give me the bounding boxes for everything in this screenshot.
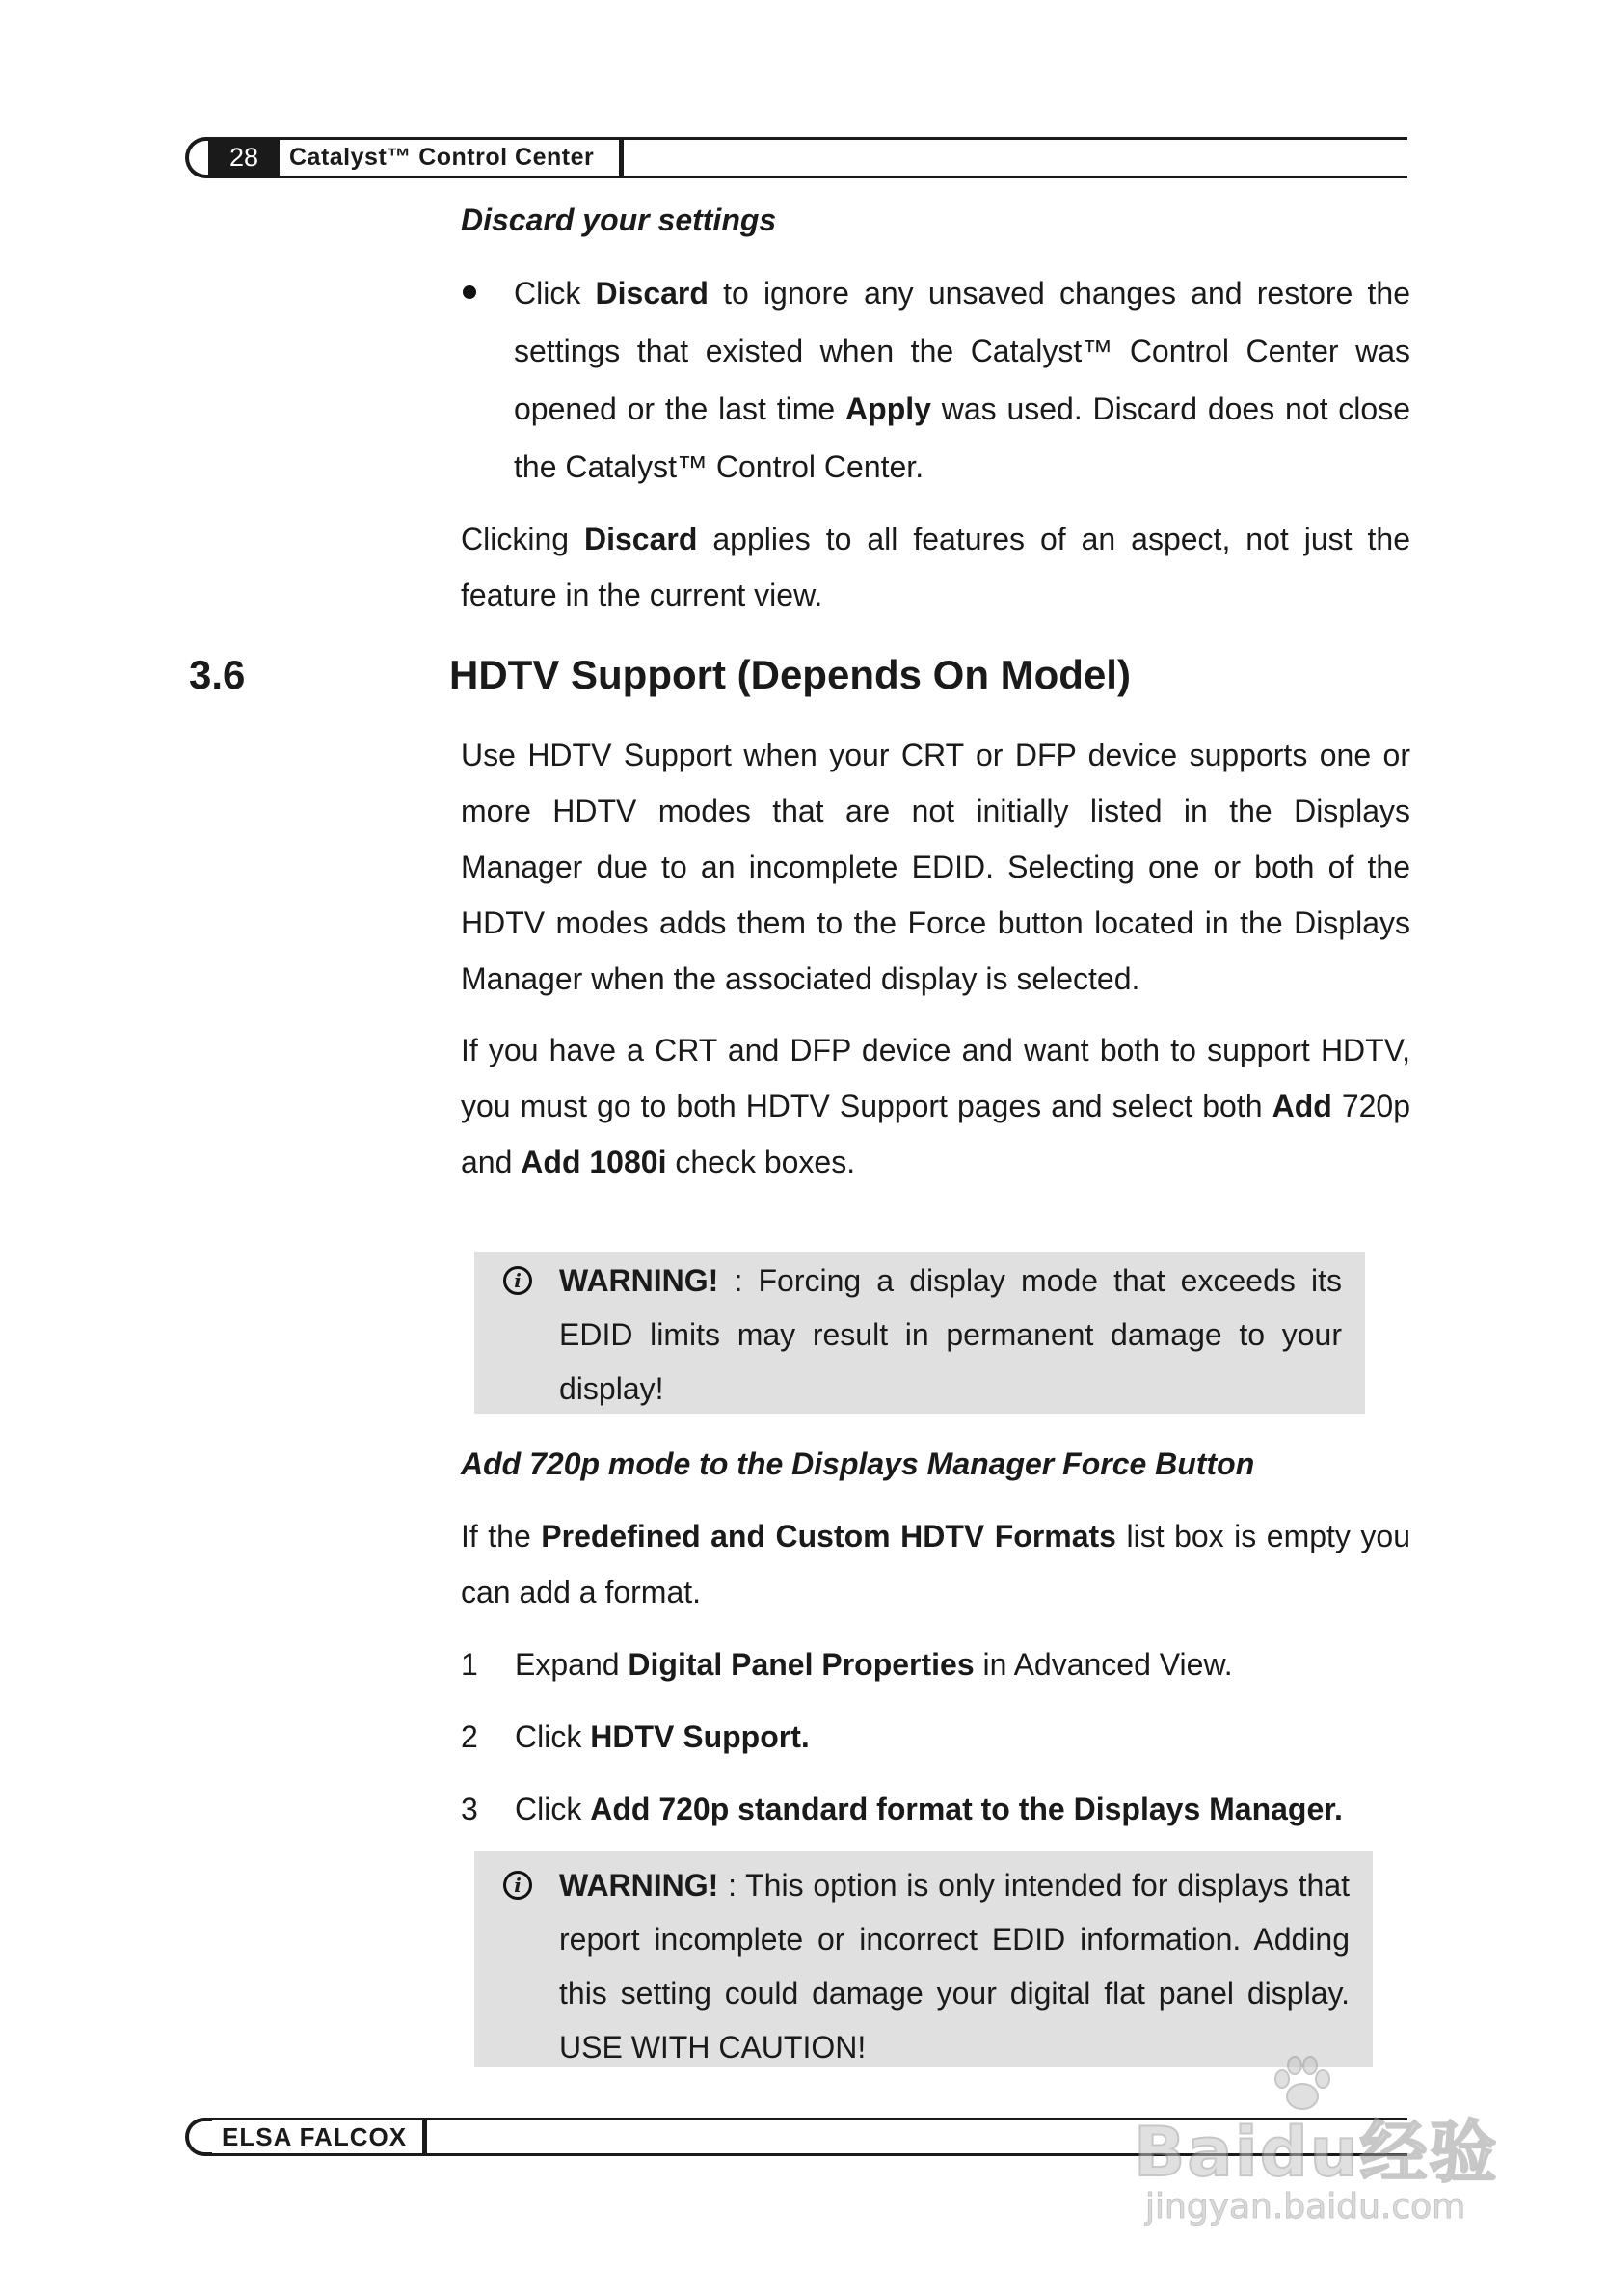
warning-1-body: : Forcing a display mode that exceeds its EDID limits may result in permanent damage to your display! xyxy=(559,1263,1342,1406)
discard-note xyxy=(461,511,1410,623)
page-header xyxy=(185,137,1407,179)
warning-2-label: WARNING! xyxy=(559,1868,719,1903)
text-run: check boxes. xyxy=(666,1145,856,1179)
discard-subheading: Discard your settings xyxy=(461,203,777,237)
bold-term: Digital Panel Properties xyxy=(628,1647,975,1682)
text-run: Expand xyxy=(515,1647,629,1682)
text-run: Click xyxy=(514,276,596,311)
info-icon: i xyxy=(503,1871,532,1900)
text-run: 720p and xyxy=(461,1089,1411,1179)
warning-box-1 xyxy=(474,1252,1365,1414)
header-separator xyxy=(619,137,624,178)
header-rule-bottom xyxy=(206,176,1407,178)
page-number: 28 xyxy=(208,140,280,176)
text-run: If the xyxy=(461,1519,542,1553)
footer-separator xyxy=(422,2118,427,2156)
bold-term: Add 720p standard format to the Displays Manager. xyxy=(590,1792,1343,1826)
text-run: to ignore any unsaved changes and restore the settings that existed when the Catalyst™ Control Center was opened or the last time xyxy=(514,276,1411,426)
bold-term: Add xyxy=(1272,1089,1332,1123)
step-number: 3 xyxy=(461,1792,478,1826)
footer-brand: ELSA FALCOX xyxy=(222,2122,408,2151)
baidu-watermark xyxy=(1134,2052,1558,2245)
watermark-url: jingyan.baidu.com xyxy=(1145,2187,1466,2227)
text-run: list box is empty you can add a format. xyxy=(461,1519,1411,1609)
warning-1-label: WARNING! xyxy=(559,1263,719,1298)
bold-term: Apply xyxy=(845,392,931,426)
header-title: Catalyst™ Control Center xyxy=(289,144,595,171)
bold-term: Predefined and Custom HDTV Formats xyxy=(541,1519,1116,1553)
section-title: HDTV Support (Depends On Model) xyxy=(449,652,1131,697)
warning-2-body: : This option is only intended for displays that report incomplete or incorrect EDID information. Adding this setting could damage your digital flat panel display. USE WITH CAUTION! xyxy=(559,1868,1350,2065)
text-run: Click xyxy=(515,1719,591,1754)
watermark-main: Baidu经验 xyxy=(1134,2113,1499,2192)
warning-2-text xyxy=(559,1858,1350,2074)
step-number: 1 xyxy=(461,1647,478,1682)
warning-1-text xyxy=(559,1254,1342,1416)
text-run: Click xyxy=(515,1792,591,1826)
text-run: applies to all features of an aspect, not just the feature in the current view. xyxy=(461,522,1411,612)
step-text xyxy=(515,1715,810,1758)
bold-term: Add 1080i xyxy=(521,1145,667,1179)
bold-term: HDTV Support. xyxy=(590,1719,810,1754)
footer-cap xyxy=(185,2118,212,2156)
warning-box-2 xyxy=(474,1851,1373,2067)
step-text xyxy=(515,1788,1343,1830)
discard-bullet-text xyxy=(514,264,1410,496)
text-run: Clicking xyxy=(461,522,584,556)
text-run: in Advanced View. xyxy=(974,1647,1233,1682)
bold-term: Discard xyxy=(584,522,698,556)
step-text xyxy=(515,1643,1233,1686)
info-icon: i xyxy=(503,1266,532,1295)
hdtv-paragraph-3 xyxy=(461,1508,1410,1620)
step-number: 2 xyxy=(461,1719,478,1754)
bullet-dot xyxy=(463,285,476,299)
text-run: If you have a CRT and DFP device and want both to support HDTV, you must go to both HDTV Support pages and select both xyxy=(461,1033,1410,1123)
hdtv-paragraph-2 xyxy=(461,1022,1410,1190)
add-720p-subheading: Add 720p mode to the Displays Manager Force Button xyxy=(461,1446,1255,1481)
text-run: was used. Discard does not close the Catalyst™ Control Center. xyxy=(514,392,1411,484)
hdtv-paragraph-1: Use HDTV Support when your CRT or DFP device supports one or more HDTV modes that are not initially listed in the Displays Manager due to an incomplete EDID. Selecting one or both of the HDTV modes adds them to the Force button located in the Displays Manager when the associated display is selected. xyxy=(461,738,1410,996)
bold-term: Discard xyxy=(595,276,709,311)
section-number: 3.6 xyxy=(189,652,246,697)
